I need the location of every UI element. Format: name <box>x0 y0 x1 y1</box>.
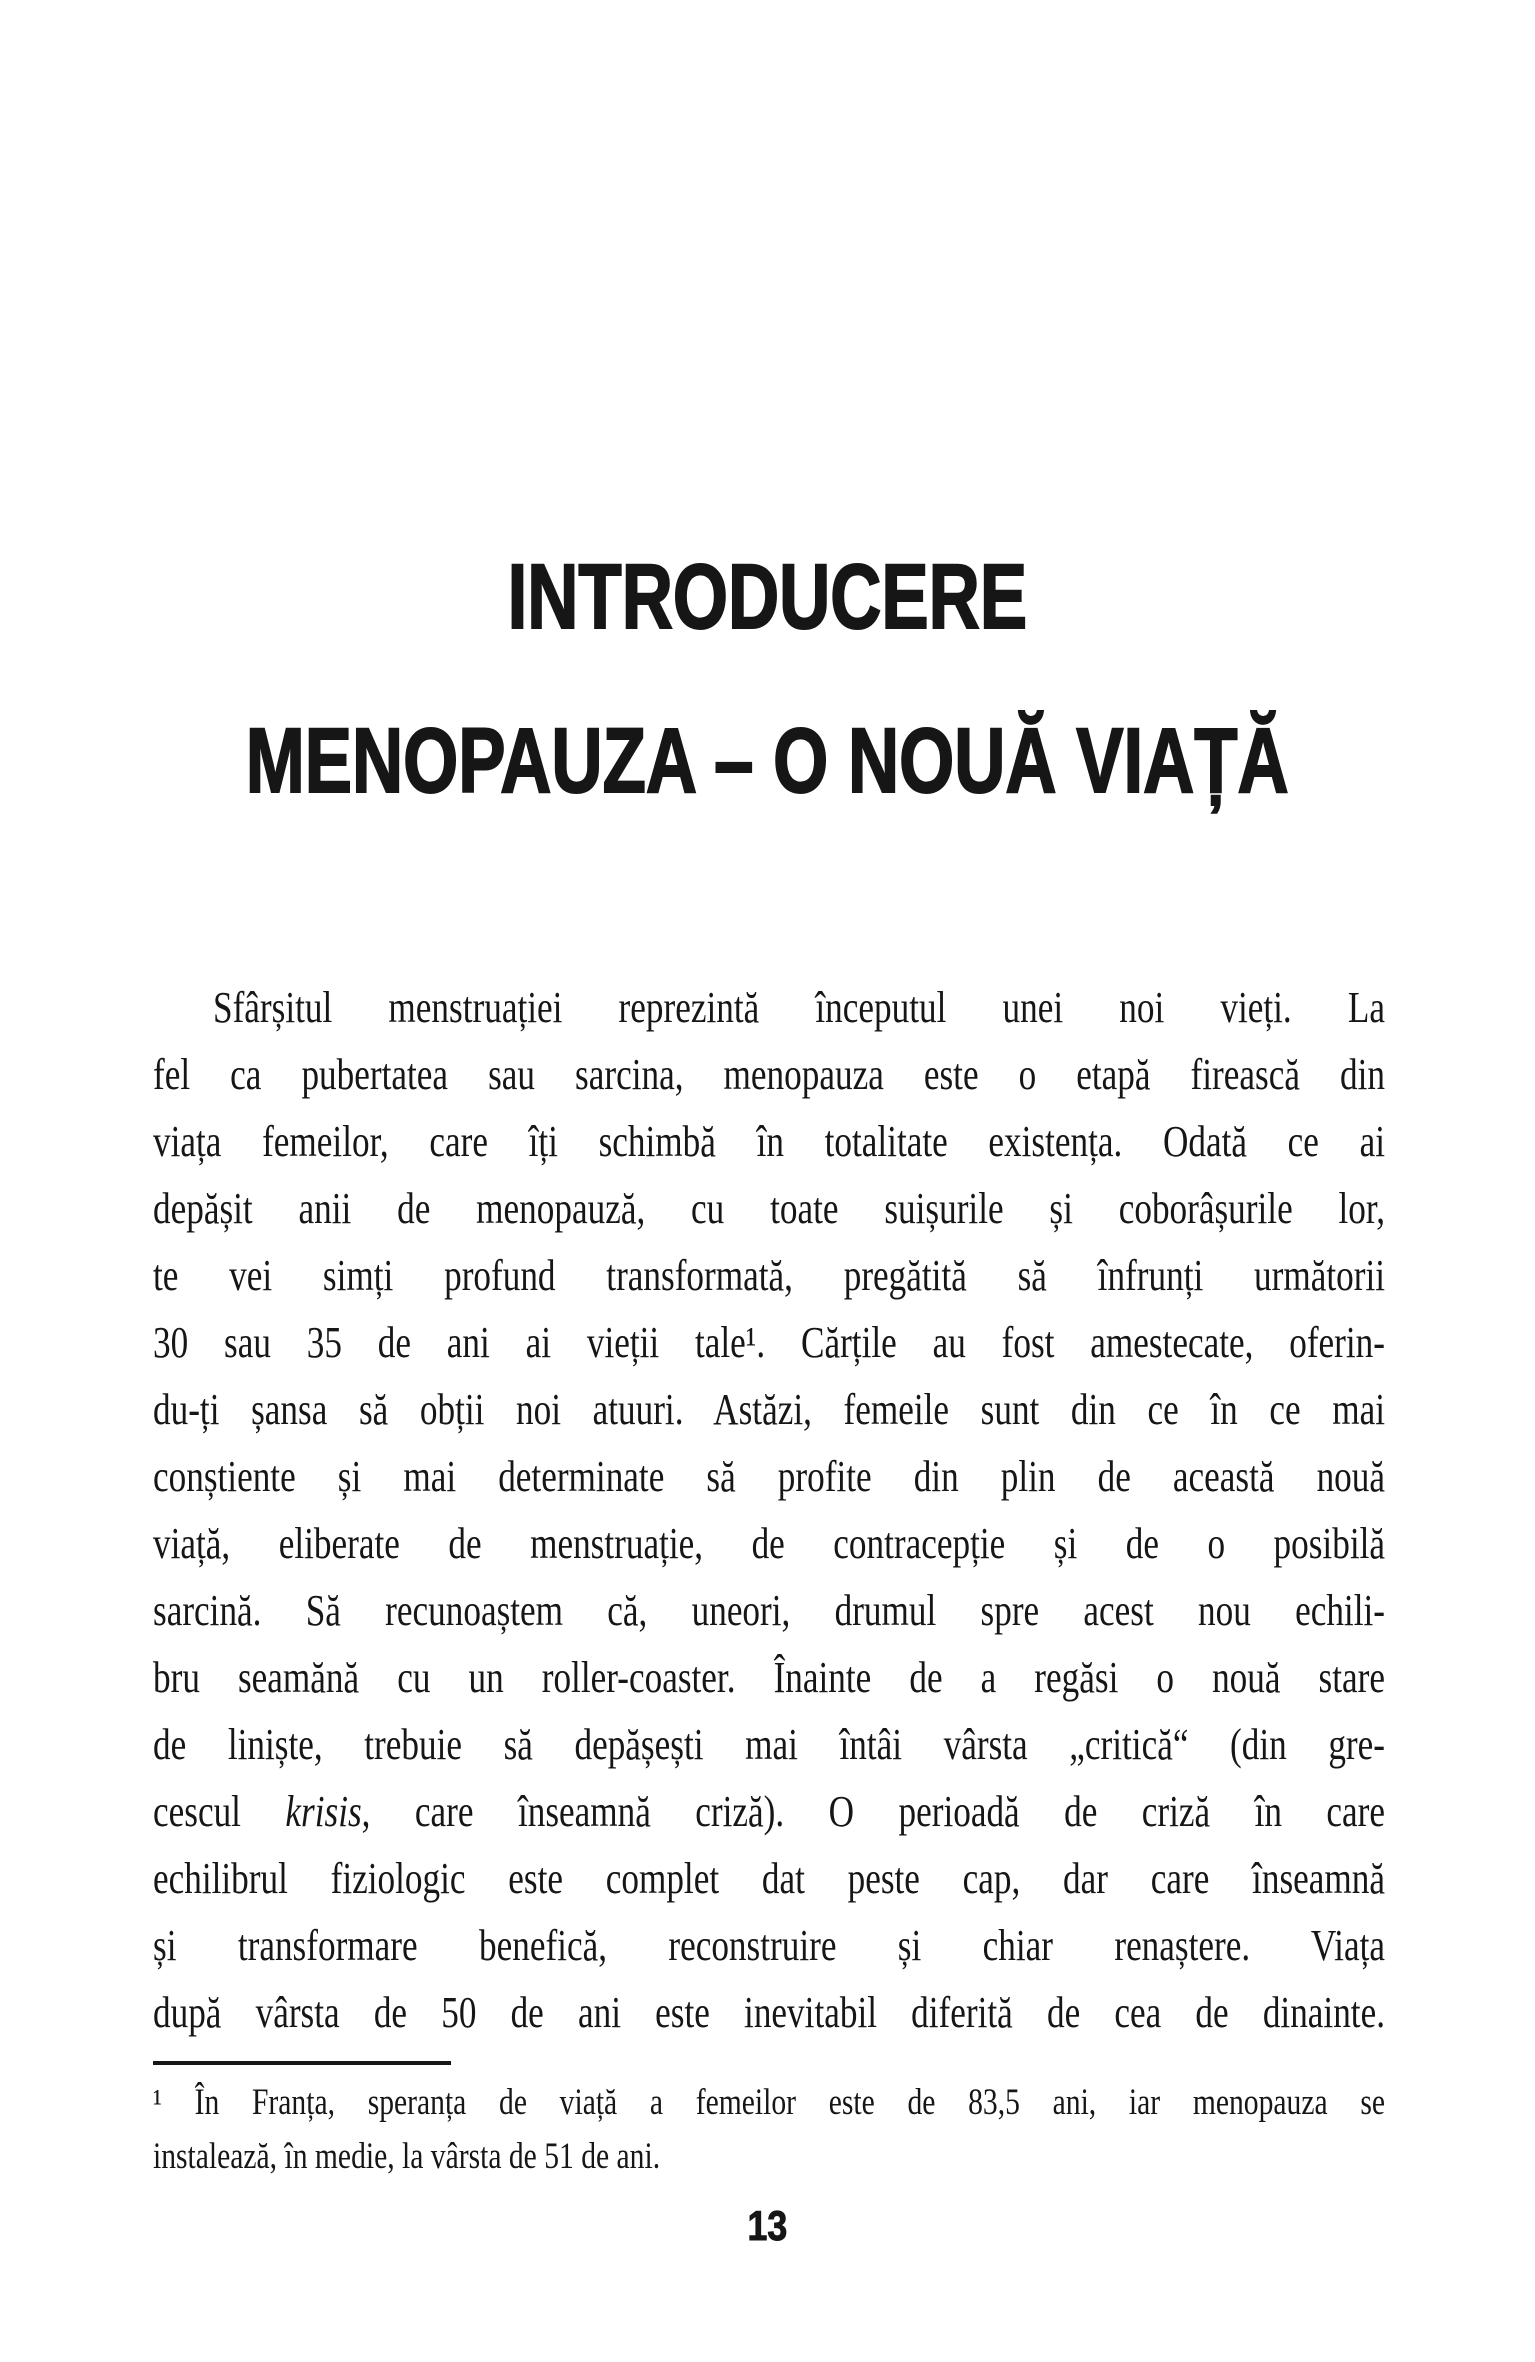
page-subtitle <box>0 710 1535 812</box>
body-line: cescul krisis, care înseamnă criză). O perioadă de criză în care <box>153 1787 1385 1836</box>
body-paragraph <box>153 974 1385 2046</box>
page-title-text: INTRODUCERE <box>507 546 1028 648</box>
body-line: și transformare benefică, reconstruire și chiar renaștere. Viața <box>153 1921 1385 1970</box>
body-line: viață, eliberate de menstruație, de contracepție și de o posibilă <box>153 1519 1385 1568</box>
footnote-line: ¹ În Franța, speranța de viață a femeilor este de 83,5 ani, iar menopauza se <box>153 2082 1385 2123</box>
body-line: depășit anii de menopauză, cu toate suișurile și coborâșurile lor, <box>153 1184 1385 1233</box>
body-line: 30 sau 35 de ani ai vieții tale¹. Cărțile au fost amestecate, oferin- <box>153 1318 1385 1367</box>
body-line: viața femeilor, care îți schimbă în totalitate existența. Odată ce ai <box>153 1117 1385 1166</box>
page-number-text: 13 <box>747 2202 788 2249</box>
page-subtitle-text: MENOPAUZA – O NOUĂ VIAȚĂ <box>246 710 1289 812</box>
body-line: sarcină. Să recunoaștem că, uneori, drumul spre acest nou echili- <box>153 1586 1385 1635</box>
body-line: te vei simți profund transformată, pregătită să înfrunți următorii <box>153 1251 1385 1300</box>
body-line: bru seamănă cu un roller-coaster. Înainte de a regăsi o nouă stare <box>153 1653 1385 1702</box>
body-line: du-ți șansa să obții noi atuuri. Astăzi, femeile sunt din ce în ce mai <box>153 1385 1385 1434</box>
page-number <box>0 2202 1535 2249</box>
body-line: echilibrul fiziologic este complet dat peste cap, dar care înseamnă <box>153 1854 1385 1903</box>
footnote <box>153 2076 1385 2184</box>
body-line: fel ca pubertatea sau sarcina, menopauza este o etapă firească din <box>153 1050 1385 1099</box>
footnote-divider <box>153 2061 451 2065</box>
body-line: de liniște, trebuie să depășești mai întâi vârsta „critică“ (din gre- <box>153 1720 1385 1769</box>
footnote-line: instalează, în medie, la vârsta de 51 de ani. <box>153 2136 661 2177</box>
page-title <box>0 546 1535 648</box>
body-line: Sfârșitul menstruației reprezintă începutul unei noi vieți. La <box>213 983 1385 1032</box>
body-line: după vârsta de 50 de ani este inevitabil diferită de cea de dinainte. <box>153 1988 1385 2037</box>
body-line: conștiente și mai determinate să profite din plin de această nouă <box>153 1452 1385 1501</box>
